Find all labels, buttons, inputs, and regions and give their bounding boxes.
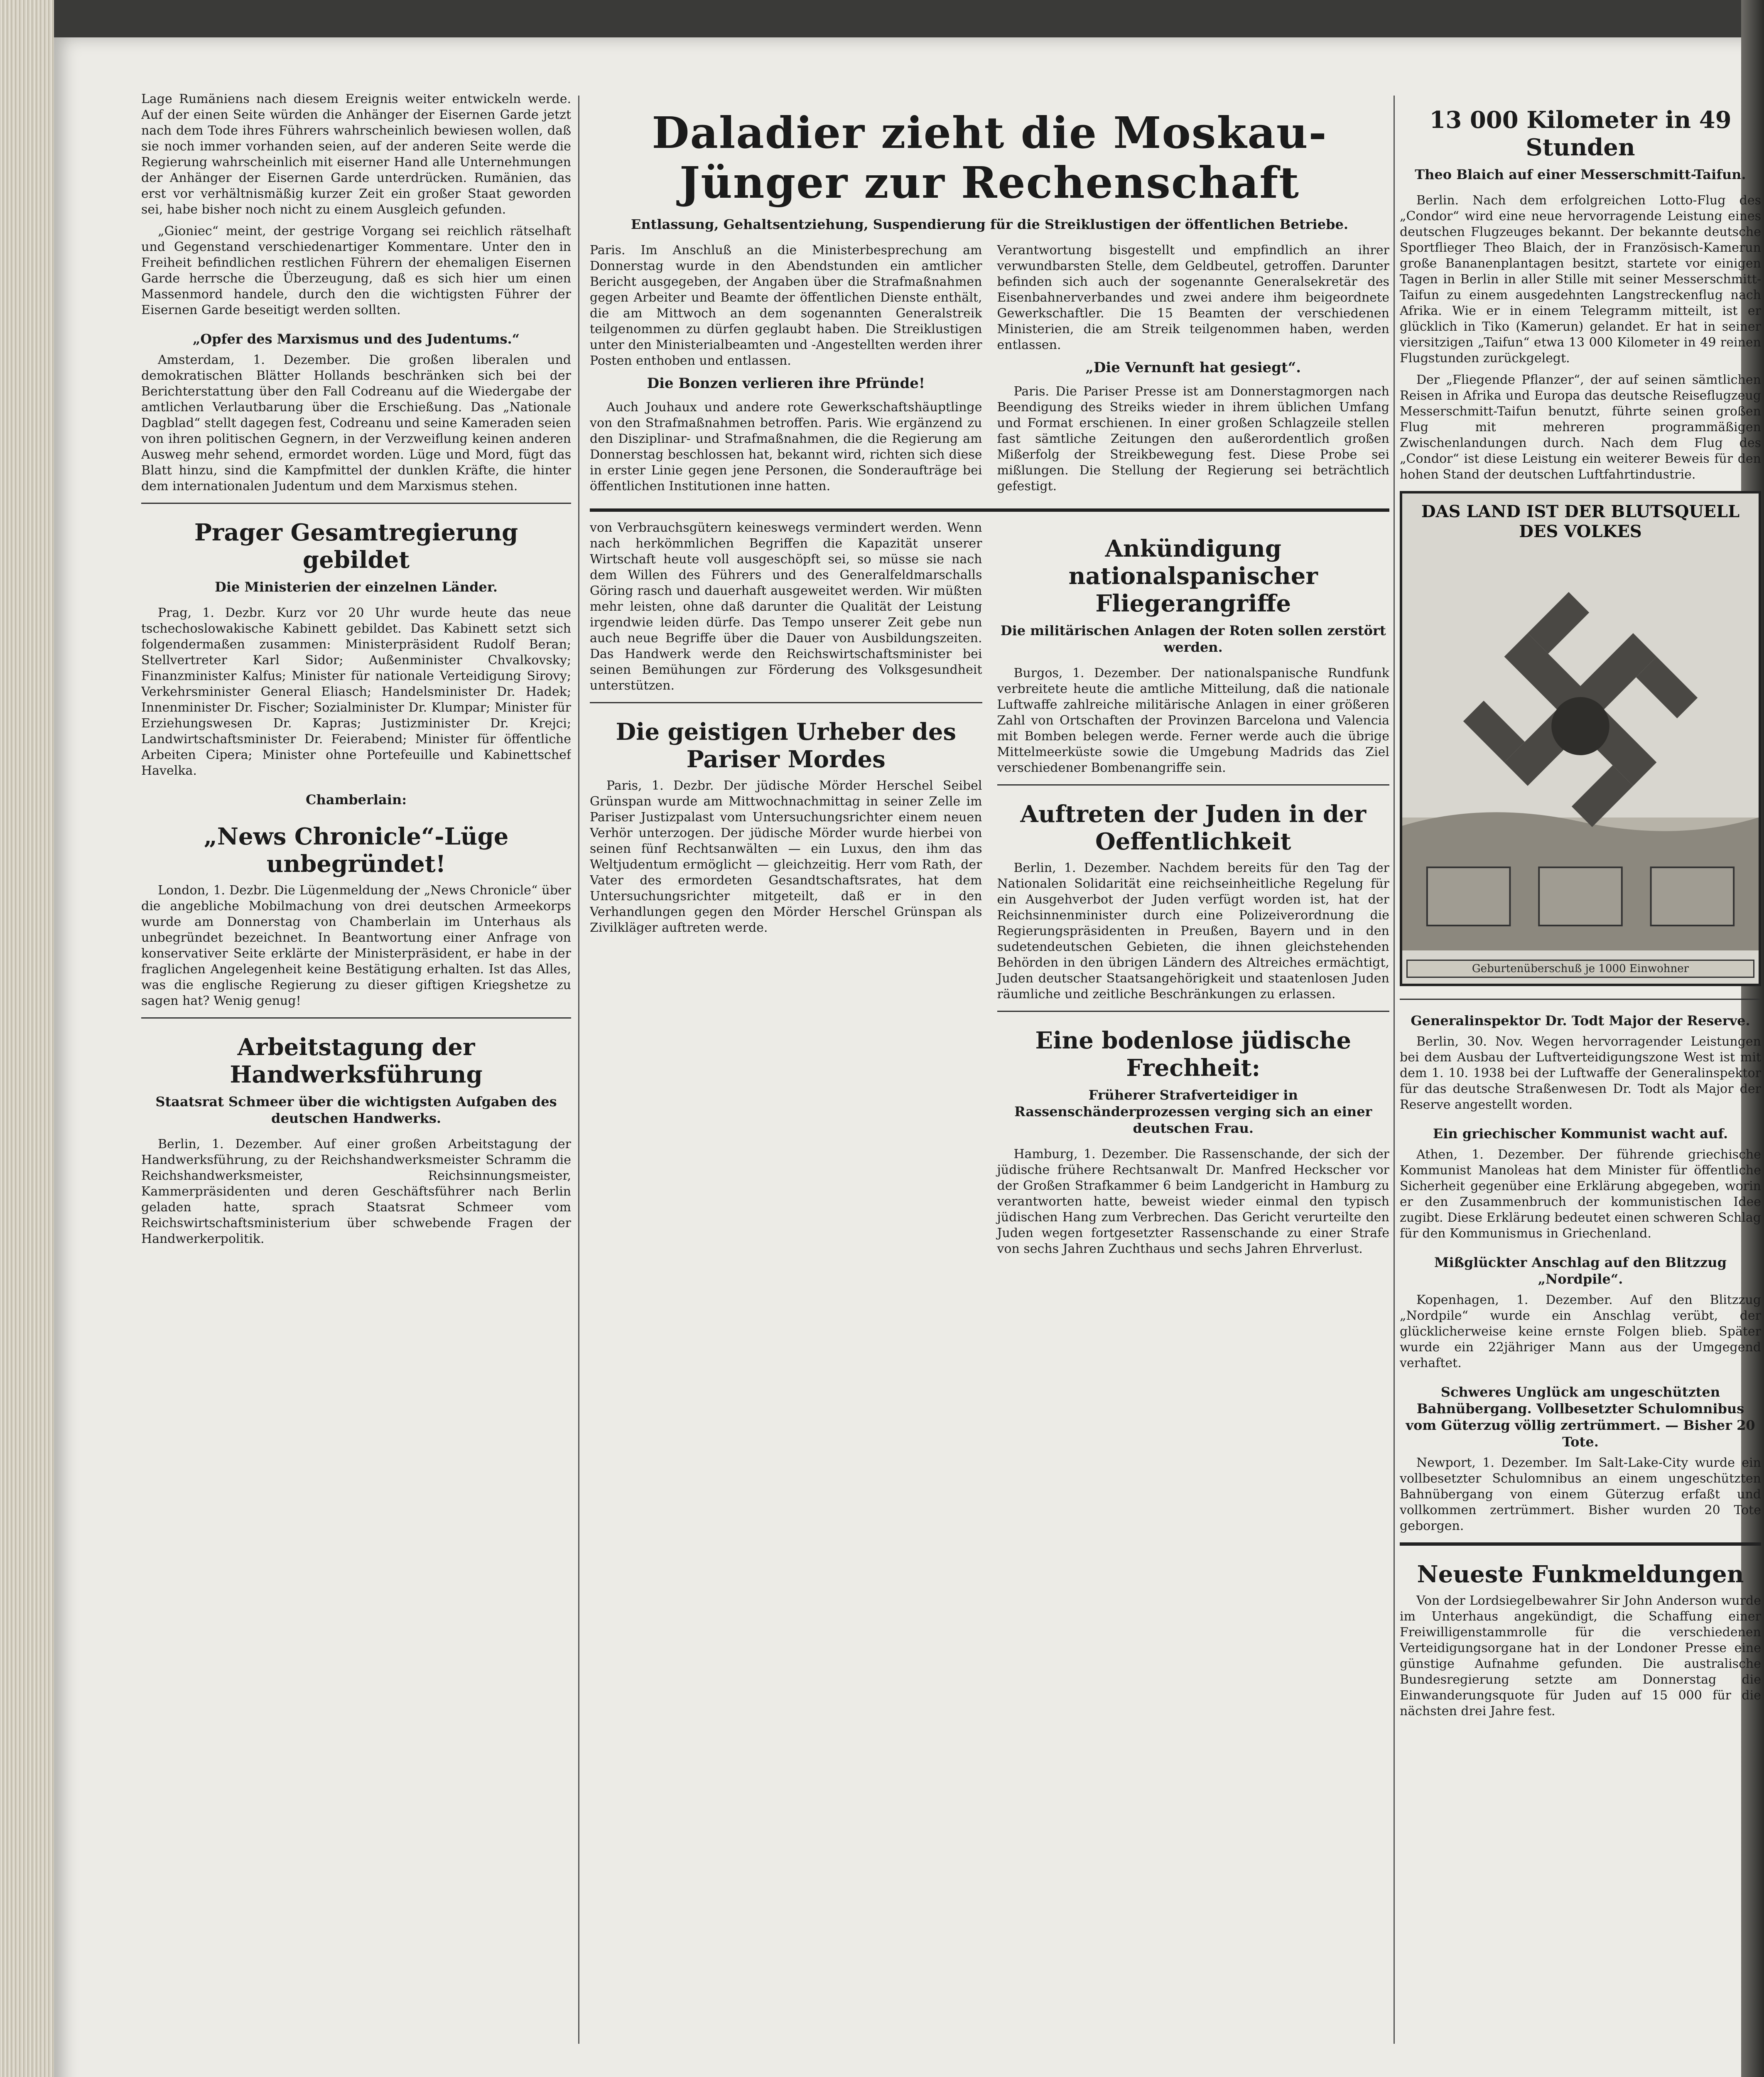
headline: Prager Gesamtregierung gebildet [194, 519, 518, 574]
section-heading: Die Bonzen verlieren ihre Pfründe! [647, 375, 925, 392]
headline: Ankündigung nationalspanischer Fliegerangriffe [1068, 535, 1318, 617]
section-label: Chamberlain: [305, 792, 407, 808]
section-heading: Generalinspektor Dr. Todt Major der Reserve. [1411, 1013, 1750, 1029]
column-rule-1 [578, 96, 579, 2044]
subheadline: Die militärischen Anlagen der Roten sollen zerstört werden. [1000, 623, 1386, 655]
section-heading: „Opfer des Marxismus und des Judentums.“ [192, 331, 520, 347]
article-text: Paris. Im Anschluß an die Ministerbesprechung am Donnerstag wurde in den Abendstunden ein amtlicher Bericht ausgegeben, der Angaben über die Strafmaßnahmen gegen Arbeiter und Beamte der öffentlichen Dienste enthält, die am Mittwoch an dem sogenannten Generalstreik teilgenommen zu dürfen geglaubt haben. Die Streiklustigen unter den Ministerialbeamten und -Angestellten werden ihrer Posten enthoben und entlassen. [590, 243, 982, 368]
subheadline: Theo Blaich auf einer Messerschmitt-Taifun. [1415, 167, 1746, 182]
article-text: Newport, 1. Dezember. Im Salt-Lake-City wurde ein vollbesetzter Schulomnibus an einem ungeschützten Bahnübergang von einem Güterzug erfaßt und vollkommen zertrümmert. Bisher wurden 20 Tote geborgen. [1400, 1456, 1761, 1533]
main-headline: Daladier zieht die Moskau-Jünger zur Rechenschaft [652, 107, 1327, 208]
article-text: Von der Lordsiegelbewahrer Sir John Anderson wurde im Unterhaus angekündigt, die Schaffung einer Freiwilligenstammrolle für die verschiedenen Verteidigungsorgane hat in der Londoner Presse eine günstige Aufnahme gefunden. Die australische Bundesregierung setzte am Donnerstag die Einwanderungsquote für Juden auf 15 000 für die nächsten drei Jahre fest. [1400, 1593, 1761, 1719]
headline: Die geistigen Urheber des Pariser Mordes [616, 718, 956, 773]
column-right [1400, 91, 1761, 2052]
article-text: Berlin, 1. Dezember. Auf einer großen Arbeitstagung der Handwerksführung, zu der Reichshandwerksmeister Schramm die Reichshandwerksmeister, Reichsinnungsmeister, Kammerpräsidenten und deren Geschäftsführer nach Berlin geladen hatte, sprach Staatsrat Schmeer vom Reichswirtschaftsministerium über schwebende Fragen der Handwerkerpolitik. [141, 1137, 571, 1246]
column-left [141, 91, 571, 2052]
column-main [590, 91, 1389, 2052]
article-text: Athen, 1. Dezember. Der führende griechische Kommunist Manoleas hat dem Minister für öffentliche Sicherheit gegenüber eine Erklärung abgegeben, worin er den Zusammenbruch der kommunistischen Idee zugibt. Diese Erklärung bedeutet einen schweren Schlag für den Kommunismus in Griechenland. [1400, 1147, 1761, 1241]
section-heading: Ein griechischer Kommunist wacht auf. [1433, 1126, 1728, 1142]
book-page-edges [0, 0, 54, 2077]
swastika-field-illustration [1402, 493, 1759, 984]
article-text: London, 1. Dezbr. Die Lügenmeldung der „News Chronicle“ über die angebliche Mobilmachung von drei deutschen Armeekorps wurde am Donnerstag von Chamberlain im Unterhaus als unbegründet bezeichnet. In Beantwortung einer Anfrage von konservativer Seite erklärte der Ministerpräsident, er habe in der fraglichen Angelegenheit keine Bestätigung erhalten. Ist das Alles, was die englische Regierung zu dieser giftigen Kriegshetze zu sagen hat? Wenig genug! [141, 883, 571, 1008]
divider [1400, 1542, 1761, 1546]
poster-caption: Geburtenüberschuß je 1000 Einwohner [1406, 960, 1754, 978]
article-text: „Gioniec“ meint, der gestrige Vorgang sei reichlich rätselhaft und Gegenstand verschiedenartiger Kommentare. Unter den in Freiheit befindlichen restlichen Führern der ehemaligen Eisernen Garde herrsche die Überzeugung, daß es sich hier um einen Massenmord handele, durch den die wichtigsten Führer der Eisernen Garde beseitigt werden sollten. [141, 224, 571, 317]
main-lower [590, 520, 1389, 1263]
headline: Auftreten der Juden in der Oeffentlichkeit [1020, 800, 1367, 855]
headline: Neueste Funkmeldungen [1417, 1561, 1744, 1588]
article-text: Auch Jouhaux und andere rote Gewerkschaftshäuptlinge von den Strafmaßnahmen betroffen. Paris. Wie ergänzend zu den Disziplinar- und Strafmaßnahmen, die die Regierung am Donnerstag beschlossen hat, bekannt wird, richten sich diese in erster Linie gegen jene Personen, die Sonderaufträge bei öffentlichen Institutionen inne hatten. [590, 400, 982, 493]
article-text: Burgos, 1. Dezember. Der nationalspanische Rundfunk verbreitete heute die amtliche Mitteilung, daß die nationale Luftwaffe zahlreiche militärische Anlagen in einer größeren Zahl von Ortschaften der Provinzen Barcelona und Valencia mit Bomben belegen werde. Ferner werde auch die übrige Mittelmeerküste sowie die Umgebung Madrids das Ziel verschiedener Bombenangriffe sein. [997, 666, 1389, 775]
article-text: Berlin, 30. Nov. Wegen hervorragender Leistungen bei dem Ausbau der Luftverteidigungszone West ist mit dem 1. 10. 1938 bei der Luftwaffe der Generalinspektor für das deutsche Straßenwesen Dr. Todt als Major der Reserve angestellt worden. [1400, 1034, 1761, 1112]
headline: „News Chronicle“-Lüge unbegründet! [204, 823, 509, 878]
main-subtitle: Entlassung, Gehaltsentziehung, Suspendierung für die Streiklustigen der öffentlichen Betriebe. [631, 216, 1348, 232]
main-lead [590, 243, 1389, 500]
divider [1400, 999, 1761, 1000]
headline: 13 000 Kilometer in 49 Stunden [1429, 106, 1732, 161]
divider [590, 702, 982, 703]
article-text: von Verbrauchsgütern keineswegs vermindert werden. Wenn nach herkömmlichen Begriffen die Kapazität unserer Wirtschaft heute voll ausgeschöpft sei, so müsse sie nach dem Willen des Führers und des Generalfeldmarschalls Göring rasch und dauerhaft ausgeweitet werden. Wir müßten mehr leisten, ohne daß darunter die Qualität der Leistung irgendwie leiden dürfe. Das Tempo unserer Zeit gebe nun auch neue Begriffe über die Dauer von Ausbildungszeiten. Das Handwerk werde den Reichswirtschaftsminister bei seinen Bemühungen zur Förderung des Volksgesundheit unterstützen. [590, 520, 982, 693]
article-text: Amsterdam, 1. Dezember. Die großen liberalen und demokratischen Blätter Hollands beschränken sich bei der Berichterstattung über den Fall Codreanu auf die Wiedergabe der amtlichen Verlautbarung über die Erschießung. Das „Nationale Dagblad“ stellt dagegen fest, Codreanu und seine Kameraden seien von ihren politischen Gegnern, in der Verzweiflung keinen anderen Ausweg mehr sehend, ermordet worden. Lüge und Mord, fügt das Blatt hinzu, sind die Kampfmittel der dunklen Kräfte, die hinter dem internationalen Judentum und dem Marxismus stehen. [141, 353, 571, 493]
headline: Arbeitstagung der Handwerksführung [230, 1034, 483, 1088]
section-heading: „Die Vernunft hat gesiegt“. [1085, 359, 1301, 376]
section-heading: Schweres Unglück am ungeschützten Bahnübergang. Vollbesetzter Schulomnibus vom Güterzug völlig zertrümmert. — Bisher 20 Tote. [1406, 1384, 1755, 1450]
divider [997, 784, 1390, 786]
subheadline: Früherer Strafverteidiger in Rassenschänderprozessen verging sich an einer deutschen Frau. [1014, 1087, 1372, 1136]
poster-title: DAS LAND IST DER BLUTSQUELL DES VOLKES [1421, 502, 1740, 541]
subheadline: Die Ministerien der einzelnen Länder. [215, 579, 498, 595]
article-text: Paris. Die Pariser Presse ist am Donnerstagmorgen nach Beendigung des Streiks wieder in ihrem üblichen Umfang und Format erschienen. In einer großen Schlagzeile stellen fast sämtliche Zeitungen den außerordentlich großen Mißerfolg der Streikbewegung fest. Diese Probe sei mißlungen. Die Stellung der Regierung sei beträchtlich gefestigt. [997, 384, 1389, 493]
article-text: Der „Fliegende Pflanzer“, der auf seinen sämtlichen Reisen in Afrika und Europa das deutsche Reiseflugzeug Messerschmitt-Taifun benutzt, führte seinen großen Flug mit mehreren programmäßigen Zwischenlandungen durch. Nach dem Flug des „Condor“ ist diese Leistung ein weiterer Beweis für den hohen Stand der deutschen Luftfahrtindustrie. [1400, 373, 1761, 482]
article-text: Lage Rumäniens nach diesem Ereignis weiter entwickeln werde. Auf der einen Seite würden die Anhänger der Eisernen Garde jetzt nach dem Tode ihres Führers wahrscheinlich bewiesen wollen, daß sie noch immer vorhanden seien, auf der anderen Seite werde die Regierung wahrscheinlich mit eiserner Hand alle Unternehmungen der Anhänger der Eisernen Garde unterdrücken. Rumänien, das erst vor verhältnismäßig kurzer Zeit ein großer Staat geworden sei, habe bisher noch nicht zu einem Ausgleich gefunden. [141, 92, 571, 217]
article-text: Prag, 1. Dezbr. Kurz vor 20 Uhr wurde heute das neue tschechoslowakische Kabinett gebildet. Das Kabinett setzt sich folgendermaßen zusammen: Ministerpräsident Rudolf Beran; Stellvertreter Karl Sidor; Außenminister Chvalkovsky; Finanzminister Kalfus; Minister für nationale Verteidigung Sirovy; Verkehrsminister General Eliasch; Handelsminister Dr. Hadek; Innenminister Dr. Fischer; Sozialminister Dr. Klumpar; Minister für Erziehungswesen Dr. Kapras; Justizminister Dr. Krejci; Landwirtschaftsminister Dr. Feierabend; Minister für öffentliche Arbeiten Cipera; Minister ohne Portefeuille und Kabinettschef Havelka. [141, 606, 571, 778]
divider [141, 503, 571, 504]
article-text: Hamburg, 1. Dezember. Die Rassenschande, der sich der jüdische frühere Rechtsanwalt Dr. Manfred Heckscher vor der Großen Strafkammer 6 beim Landgericht in Hamburg zu verantworten hatte, beweist wieder einmal den typisch jüdischen Hang zum Verbrechen. Das Gericht verurteilte den Juden wegen fortgesetzter Rassenschande zu einer Strafe von sechs Jahren Zuchthaus und sechs Jahren Ehrverlust. [997, 1147, 1389, 1256]
article-text: Berlin. Nach dem erfolgreichen Lotto-Flug des „Condor“ wird eine neue hervorragende Leistung eines deutschen Flugzeuges bekannt. Der bekannte deutsche Sportflieger Theo Blaich, der in Französisch-Kamerun große Bananenplantagen besitzt, startete vor einigen Tagen in Berlin in aller Stille mit seiner Messerschmitt-Taifun zu einem ausgedehnten Langstreckenflug nach Afrika. Wie er in einem Telegramm mitteilt, ist er glücklich in Tiko (Kamerun) gelandet. Er hat in seiner viersitzigen „Taifun“ etwa 13 000 Kilometer in 49 reinen Flugstunden zurückgelegt. [1400, 193, 1761, 366]
article-text: Berlin, 1. Dezember. Nachdem bereits für den Tag der Nationalen Solidarität eine reichseinheitliche Regelung für ein Ausgehverbot der Juden verfügt worden ist, hat der Reichsinnenminister durch eine Polizeiverordnung die Regierungspräsidenten in Preußen, Bayern und in den sudetendeutschen Gebieten, die ihnen gleichstehenden Behörden in den übrigen Ländern des Altreiches ermächtigt, Juden deutscher Staatsangehörigkeit und staatenlosen Juden räumliche und zeitliche Beschränkungen zu erlassen. [997, 861, 1389, 1002]
divider [141, 1017, 571, 1019]
article-text: Paris, 1. Dezbr. Der jüdische Mörder Herschel Seibel Grünspan wurde am Mittwochnachmittag in seiner Zelle im Pariser Justizpalast vom Untersuchungsrichter einem neuen Verhör unterzogen. Der jüdische Mörder wurde hierbei von seinen fünf Rechtsanwälten — ein Luxus, den ihm das Weltjudentum ermöglicht — gleichzeitig. Herr vom Rath, der Vater des ermordeten Gesandtschaftsrates, hat dem Untersuchungsrichter mitgeteilt, daß er in den Verhandlungen gegen den Mörder Herschel Grünspan als Zivilkläger auftreten werde. [590, 778, 982, 935]
article-text: Kopenhagen, 1. Dezember. Auf den Blitzzug „Nordpile“ wurde ein Anschlag verübt, der glücklicherweise keine ernste Folgen blieb. Später wurde ein 22jähriger Mann aus der Umgegend verhaftet. [1400, 1293, 1761, 1370]
propaganda-poster-image [1400, 491, 1761, 986]
divider [590, 508, 1389, 512]
section-heading: Mißglückter Anschlag auf den Blitzzug „Nordpile“. [1434, 1255, 1727, 1287]
subheadline: Staatsrat Schmeer über die wichtigsten Aufgaben des deutschen Handwerks. [155, 1094, 557, 1126]
divider [997, 1011, 1390, 1012]
article-text: Verantwortung bisgestellt und empfindlich an ihrer verwundbarsten Stelle, dem Geldbeutel, getroffen. Darunter befinden sich auch der sogenannte Generalsekretär des Eisenbahnerverbandes und zwei andere ihm beigeordnete Gewerkschaftler. Die 15 Beamten der verschiedenen Ministerien, die am Streik teilgenommen haben, werden entlassen. [997, 243, 1389, 352]
headline: Eine bodenlose jüdische Frechheit: [1035, 1027, 1351, 1082]
column-rule-2 [1394, 96, 1395, 2044]
